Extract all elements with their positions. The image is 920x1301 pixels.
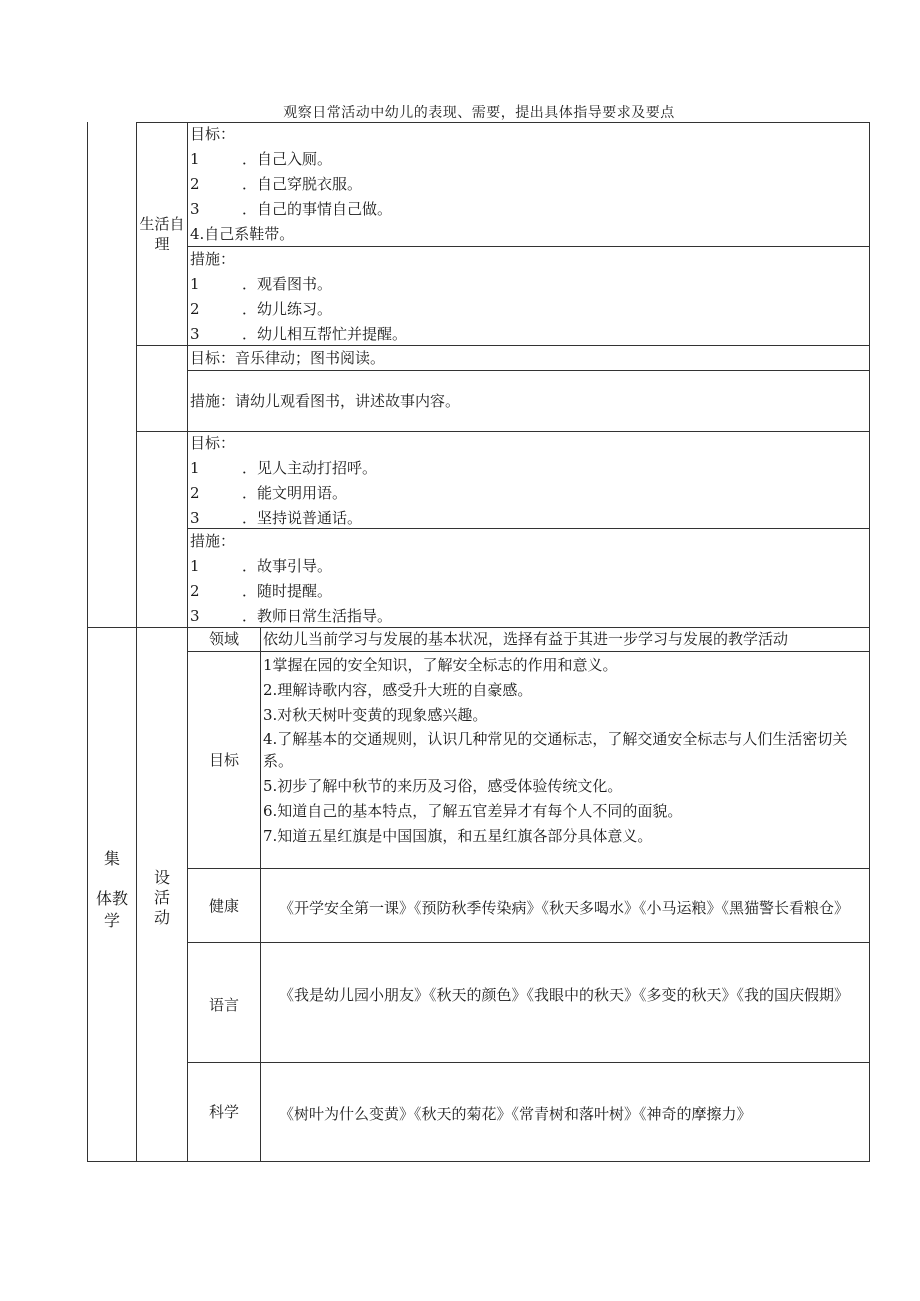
- item-number: 2: [190, 175, 200, 193]
- block3-goal-title: 目标：: [190, 434, 236, 452]
- life-label-line1: 生活自: [139, 215, 185, 233]
- health-label: 健康: [208, 897, 239, 915]
- goal-item: 7.知道五星红旗是中国国旗，和五星红旗各部分具体意义。: [263, 827, 653, 845]
- page-caption: 观察日常活动中幼儿的表现、需要，提出具体指导要求及要点: [283, 105, 675, 121]
- life-goal-item: [190, 149, 332, 169]
- language-value: 《我是幼儿园小朋友》《秋天的颜色》《我眼中的秋天》《多变的秋天》《我的国庆假期》: [279, 986, 850, 1004]
- life-measure-item: [190, 299, 332, 319]
- activity-label-a: 设: [153, 868, 170, 887]
- field-value: 依幼儿当前学习与发展的基本状况，选择有益于其进一步学习与发展的教学活动: [263, 630, 789, 648]
- item-text: ．自己穿脱衣服。: [242, 175, 363, 193]
- item-text: ．见人主动打招呼。: [242, 459, 378, 477]
- item-number: 3: [190, 200, 200, 218]
- block3-measure-title: 措施：: [190, 532, 236, 550]
- item-text: ．幼儿相互帮忙并提醒。: [242, 325, 408, 343]
- block3-goal-item: [190, 458, 377, 478]
- item-number: 3: [190, 325, 200, 343]
- health-value: 《开学安全第一课》《预防秋季传染病》《秋天多喝水》《小马运粮》《黑猫警长看粮仓》: [279, 899, 850, 917]
- block3-goal-item: [190, 508, 362, 528]
- item-number: 3: [190, 607, 200, 625]
- field-label: 领域: [208, 630, 239, 648]
- block3-measure-item: [190, 581, 332, 601]
- block3-goal-item: [190, 483, 347, 503]
- item-text: ．幼儿练习。: [242, 300, 333, 318]
- group-teaching-label: [88, 848, 136, 932]
- language-label: 语言: [208, 996, 239, 1014]
- item-number: 2: [190, 582, 200, 600]
- block2-measure: 措施：请幼儿观看图书，讲述故事内容。: [190, 392, 461, 410]
- life-goal-item: [190, 174, 362, 194]
- life-measure-item: [190, 324, 407, 344]
- goal-label: 目标: [208, 751, 239, 769]
- item-text: ．教师日常生活指导。: [242, 607, 393, 625]
- science-label: 科学: [208, 1103, 239, 1121]
- goal-item: 1掌握在园的安全知识，了解安全标志的作用和意义。: [263, 656, 618, 674]
- goal-item: 5.初步了解中秋节的来历及习俗，感受体验传统文化。: [263, 777, 623, 795]
- goal-item: 6.知道自己的基本特点，了解五官差异才有每个人不同的面貌。: [263, 802, 683, 820]
- item-text: ．观看图书。: [242, 275, 333, 293]
- group-label-a: 集: [103, 849, 120, 868]
- life-section-label: [137, 214, 187, 254]
- science-value: 《树叶为什么变黄》《秋天的菊花》《常青树和落叶树》《神奇的摩擦力》: [279, 1105, 752, 1123]
- life-measure-title: 措施：: [190, 250, 236, 268]
- item-number: 1: [190, 557, 200, 575]
- block2-goal: 目标：音乐律动；图书阅读。: [190, 349, 386, 367]
- goal-item: 4.了解基本的交通规则，认识几种常见的交通标志，了解交通安全标志与人们生活密切关系。: [263, 730, 848, 770]
- item-number: 1: [190, 459, 200, 477]
- item-text: ．能文明用语。: [242, 484, 348, 502]
- item-text: ．自己的事情自己做。: [242, 200, 393, 218]
- goal-item: 3.对秋天树叶变黄的现象感兴趣。: [263, 706, 488, 724]
- item-number: 1: [190, 150, 200, 168]
- block3-measure-item: [190, 606, 392, 626]
- item-text: ．坚持说普通话。: [242, 509, 363, 527]
- item-number: 2: [190, 484, 200, 502]
- block3-measure-item: [190, 556, 332, 576]
- life-goal-item-4: 4.自己系鞋带。: [190, 225, 295, 243]
- life-label-line2: 理: [154, 235, 170, 253]
- item-text: ．故事引导。: [242, 557, 333, 575]
- item-number: 3: [190, 509, 200, 527]
- activity-design-label: [137, 868, 187, 928]
- item-number: 1: [190, 275, 200, 293]
- goal-item: 2.理解诗歌内容，感受升大班的自豪感。: [263, 681, 533, 699]
- item-number: 2: [190, 300, 200, 318]
- group-label-c: 学: [103, 911, 120, 930]
- item-text: ．随时提醒。: [242, 582, 333, 600]
- life-goal-title: 目标：: [190, 125, 236, 143]
- activity-label-c: 动: [153, 908, 170, 927]
- group-label-b: 体教: [95, 889, 128, 908]
- life-goal-item: [190, 199, 392, 219]
- life-measure-item: [190, 274, 332, 294]
- activity-label-b: 活: [153, 888, 170, 907]
- item-text: ．自己入厕。: [242, 150, 333, 168]
